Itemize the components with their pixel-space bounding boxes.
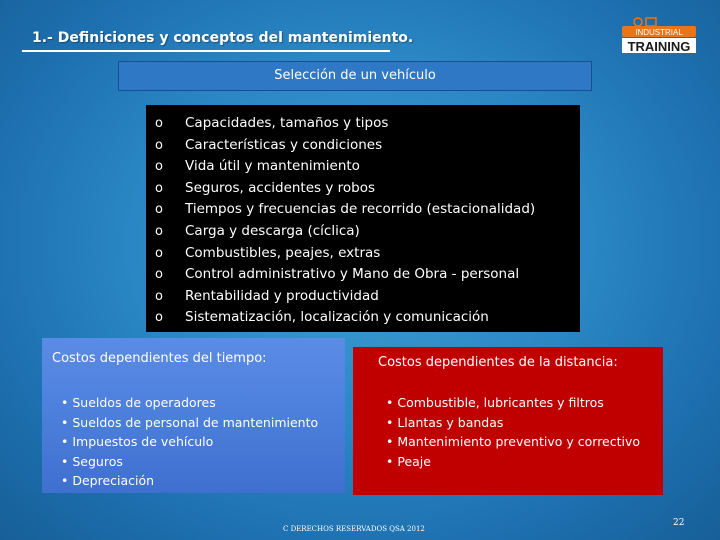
cost-item: • Depreciación xyxy=(61,473,155,488)
list-item xyxy=(146,135,580,157)
cost-item: • Llantas y bandas xyxy=(386,414,504,430)
list-item xyxy=(146,221,580,243)
list-item-text: Rentabilidad y productividad xyxy=(185,287,379,304)
list-item-text: Tiempos y frecuencias de recorrido (estacionalidad) xyxy=(185,201,536,218)
bullet-marker: o xyxy=(155,159,163,175)
time-costs-title: Costos dependientes del tiempo: xyxy=(52,351,267,366)
bullet-marker: o xyxy=(155,245,163,261)
page-number: 22 xyxy=(673,518,685,528)
slide-title: 1.- Definiciones y conceptos del mantenimiento. xyxy=(32,30,414,46)
distance-costs-list xyxy=(386,393,640,471)
list-item xyxy=(146,199,580,221)
bullet-marker: o xyxy=(155,137,163,153)
list-item-text: Carga y descarga (cíclica) xyxy=(185,222,360,239)
list-item xyxy=(146,286,580,308)
title-underline xyxy=(22,50,390,52)
bullet-marker: o xyxy=(155,202,163,218)
list-item-text: Sistematización, localización y comunicación xyxy=(185,309,489,326)
section-header: Selección de un vehículo xyxy=(118,61,592,91)
time-costs-list xyxy=(61,393,318,491)
cost-item: • Mantenimiento preventivo y correctivo xyxy=(386,434,641,449)
list-item-text: Características y condiciones xyxy=(185,136,383,153)
selection-list-box xyxy=(146,105,580,332)
list-item-text: Control administrativo y Mano de Obra - personal xyxy=(185,266,520,283)
list-item xyxy=(146,264,580,286)
svg-text:INDUSTRIAL: INDUSTRIAL xyxy=(635,28,683,37)
cost-item: • Seguros xyxy=(61,453,123,469)
bullet-marker: o xyxy=(155,288,163,304)
list-item-text: Seguros, accidentes y robos xyxy=(185,179,376,196)
list-item xyxy=(146,307,580,329)
list-item xyxy=(146,243,580,265)
cost-item: • Combustible, lubricantes y filtros xyxy=(386,395,604,410)
cost-item: • Impuestos de vehículo xyxy=(61,434,214,449)
copyright-footer: C DERECHOS RESERVADOS QSA 2012 xyxy=(283,525,425,533)
time-costs-box xyxy=(42,338,345,493)
bullet-marker: o xyxy=(155,180,163,196)
industrial-training-logo xyxy=(618,16,698,56)
list-item xyxy=(146,113,580,135)
cost-item: • Sueldos de operadores xyxy=(61,395,216,410)
distance-costs-title: Costos dependientes de la distancia: xyxy=(378,355,618,370)
cost-item: • Sueldos de personal de mantenimiento xyxy=(61,414,319,430)
list-item-text: Vida útil y mantenimiento xyxy=(185,158,360,175)
bullet-marker: o xyxy=(155,310,163,326)
list-item-text: Combustibles, peajes, extras xyxy=(185,244,381,261)
bullet-marker: o xyxy=(155,223,163,239)
cost-item: • Peaje xyxy=(386,453,431,469)
list-item xyxy=(146,178,580,200)
bullet-marker: o xyxy=(155,116,163,131)
bullet-marker: o xyxy=(155,267,163,283)
svg-text:TRAINING: TRAINING xyxy=(627,39,691,54)
distance-costs-box xyxy=(353,347,663,495)
list-item-text: Capacidades, tamaños y tipos xyxy=(185,115,389,131)
list-item xyxy=(146,156,580,178)
selection-list xyxy=(146,105,580,329)
